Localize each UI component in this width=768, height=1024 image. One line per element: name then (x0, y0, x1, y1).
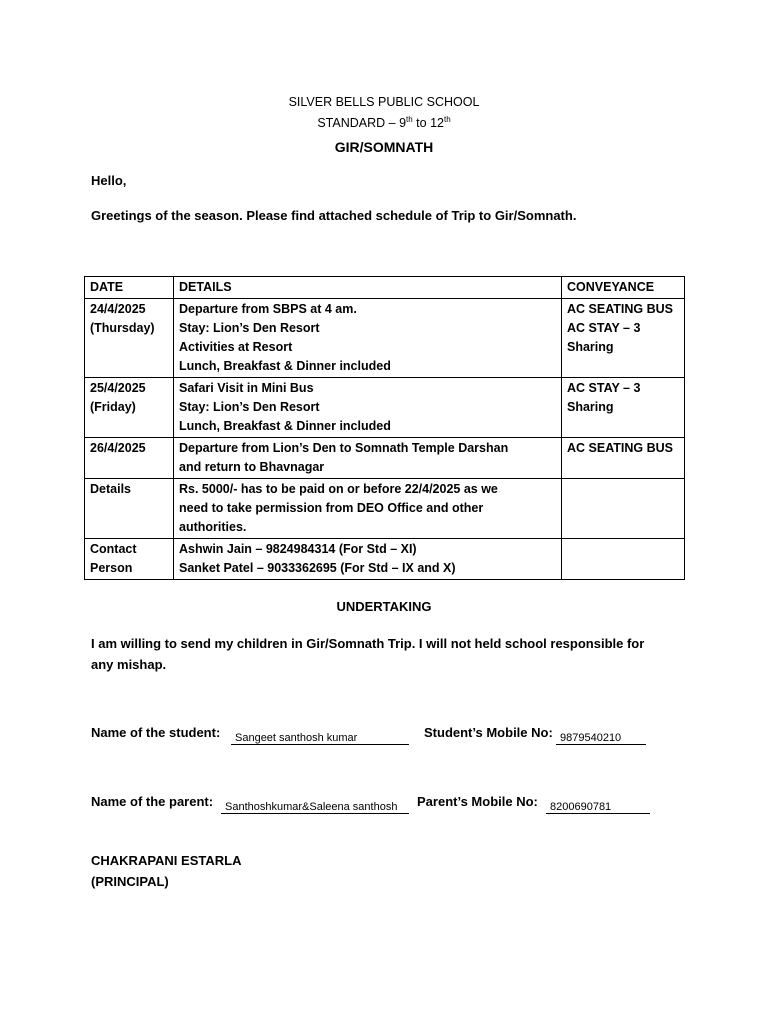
table-row (85, 539, 685, 580)
school-name: SILVER BELLS PUBLIC SCHOOL (288, 95, 480, 109)
student-mobile-field[interactable]: 9879540210 (556, 729, 646, 745)
row-conveyance: AC SEATING BUS AC STAY – 3 Sharing (562, 299, 685, 378)
parent-mobile-field[interactable]: 8200690781 (546, 798, 650, 814)
row-conveyance: AC STAY – 3 Sharing (562, 378, 685, 438)
row-date: 25/4/2025 (Friday) (85, 378, 174, 438)
student-name-field[interactable]: Sangeet santhosh kumar (231, 729, 409, 745)
principal-title: (PRINCIPAL) (91, 874, 169, 889)
student-name-label: Name of the student: (91, 725, 221, 740)
schedule-table (84, 276, 685, 580)
row-date: 24/4/2025 (Thursday) (85, 299, 174, 378)
destination-title: GIR/SOMNATH (334, 139, 434, 155)
principal-signature (91, 850, 241, 892)
intro-text: Greetings of the season. Please find attached schedule of Trip to Gir/Somnath. (91, 208, 577, 223)
student-mobile-label: Student’s Mobile No: (424, 725, 553, 740)
table-header-row (85, 277, 685, 299)
greeting: Hello, (91, 173, 127, 188)
standard-line: STANDARD – 9th to 12th (317, 114, 451, 130)
undertaking-title: UNDERTAKING (336, 599, 432, 614)
row-date: Details (85, 479, 174, 539)
header-details: DETAILS (174, 277, 562, 299)
parent-name-label: Name of the parent: (91, 794, 214, 809)
row-details: Rs. 5000/- has to be paid on or before 22/4/2025 as we need to take permission from DEO Office and other authorities. (174, 479, 562, 539)
undertaking-text: I am willing to send my children in Gir/Somnath Trip. I will not held school responsible for any mishap. (91, 636, 645, 672)
row-date: Contact Person (85, 539, 174, 580)
row-details: Departure from Lion’s Den to Somnath Temple Darshan and return to Bhavnagar (174, 438, 562, 479)
row-details: Departure from SBPS at 4 am. Stay: Lion’s Den Resort Activities at Resort Lunch, Breakfast & Dinner included (174, 299, 562, 378)
table-row (85, 479, 685, 539)
row-conveyance (562, 539, 685, 580)
row-details: Safari Visit in Mini Bus Stay: Lion’s Den Resort Lunch, Breakfast & Dinner included (174, 378, 562, 438)
row-conveyance: AC SEATING BUS (562, 438, 685, 479)
row-conveyance (562, 479, 685, 539)
parent-mobile-label: Parent’s Mobile No: (417, 794, 538, 809)
row-date: 26/4/2025 (85, 438, 174, 479)
table-row (85, 438, 685, 479)
principal-name: CHAKRAPANI ESTARLA (91, 853, 242, 868)
header-conveyance: CONVEYANCE (562, 277, 685, 299)
row-details: Ashwin Jain – 9824984314 (For Std – XI) Sanket Patel – 9033362695 (For Std – IX and X) (174, 539, 562, 580)
header-date: DATE (85, 277, 174, 299)
table-row (85, 299, 685, 378)
table-row (85, 378, 685, 438)
parent-name-field[interactable]: Santhoshkumar&Saleena santhosh (221, 798, 409, 814)
